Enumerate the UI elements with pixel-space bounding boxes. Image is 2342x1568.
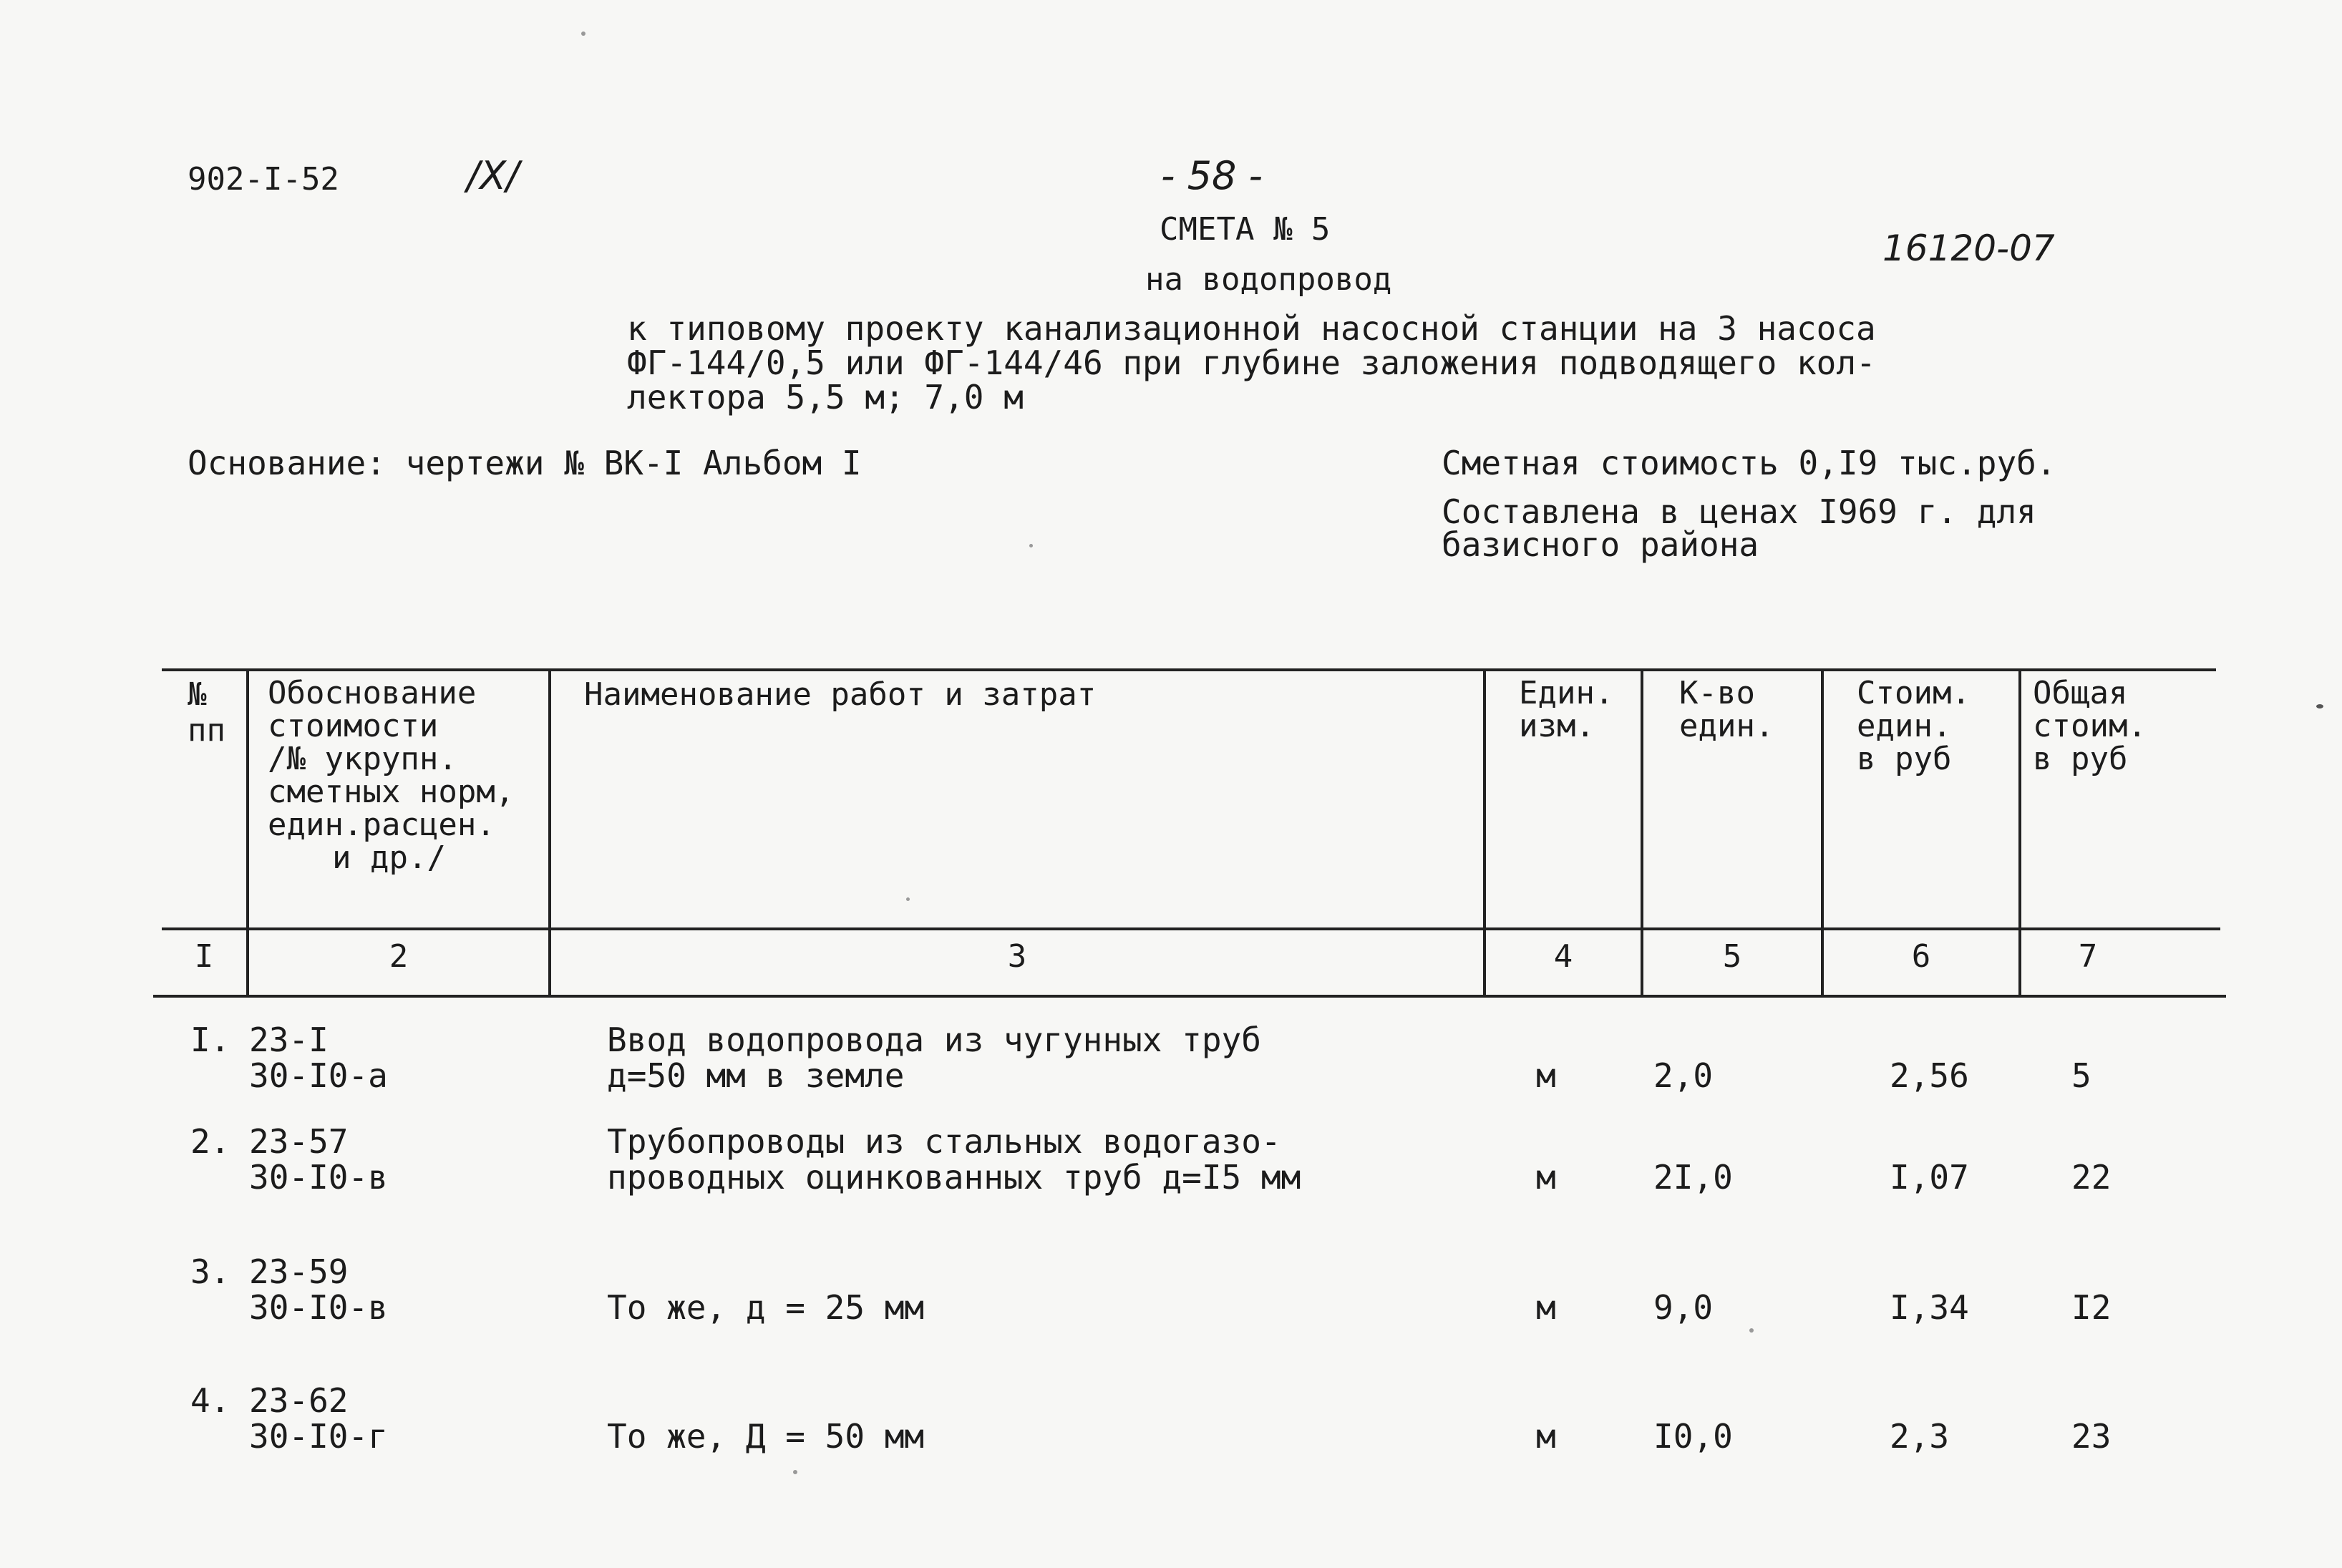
row-basis-line: 23-57 [249, 1122, 349, 1161]
row-basis-line: 30-I0-в [249, 1288, 388, 1327]
header-col-7-line: в руб [2033, 741, 2128, 777]
scan-speck [793, 1470, 797, 1474]
header-col-1 [188, 677, 225, 749]
row-total: 22 [2071, 1158, 2112, 1197]
header-col-5-line: К-во [1679, 675, 1755, 711]
row-total: 23 [2071, 1417, 2112, 1456]
row-basis [249, 1383, 388, 1454]
header-col-6-line: един. [1857, 708, 1952, 744]
header-col-6-line: Стоим. [1857, 675, 1971, 711]
header-col-7 [2033, 677, 2147, 776]
column-number: I [194, 938, 214, 975]
scan-speck [2316, 704, 2323, 708]
header-col-6-line: в руб [1857, 741, 1952, 777]
row-basis-line: 30-I0-в [249, 1158, 388, 1197]
row-name-line: проводных оцинкованных труб д=I5 мм [607, 1158, 1301, 1197]
scan-speck [1749, 1328, 1754, 1333]
row-number: 2. [190, 1122, 230, 1161]
header-col-4 [1519, 677, 1613, 743]
row-quantity: 9,0 [1653, 1288, 1714, 1327]
row-name [607, 1124, 1301, 1195]
description-line-1: к типовому проекту канализационной насосной станции на 3 насоса [627, 309, 1876, 348]
row-basis-line: 23-I [249, 1021, 329, 1059]
row-quantity: 2,0 [1653, 1056, 1714, 1095]
header-col-1-line: № [188, 676, 207, 713]
description-line-3: лектора 5,5 м; 7,0 м [627, 378, 1024, 417]
header-col-2-line: един.расцен. [268, 807, 495, 843]
numbers-bottom-border [153, 995, 2226, 998]
page-subtitle: на водопровод [1145, 261, 1392, 298]
row-name-line: д=50 мм в земле [607, 1056, 905, 1095]
header-col-6 [1857, 677, 1971, 776]
row-name-line: То же, Д = 50 мм [607, 1417, 925, 1456]
prices-note-line-2: базисного района [1442, 525, 1759, 564]
volume-mark: /X/ [467, 153, 520, 198]
scan-speck [906, 897, 910, 901]
column-number: 4 [1553, 938, 1573, 975]
header-col-2-line: Обоснование [268, 675, 477, 711]
header-col-2-line: стоимости [268, 708, 439, 744]
header-bottom-border [162, 927, 2220, 930]
project-code: 902-I-52 [188, 161, 339, 198]
row-basis [249, 1254, 388, 1325]
scan-speck [581, 31, 586, 36]
row-total: I2 [2071, 1288, 2112, 1327]
row-number: 4. [190, 1381, 230, 1420]
row-basis [249, 1124, 388, 1195]
row-unit: м [1536, 1056, 1556, 1095]
header-col-5 [1679, 677, 1774, 743]
row-basis-line: 30-I0-г [249, 1417, 388, 1456]
header-col-2-line: сметных норм, [268, 774, 515, 810]
basis-note: Основание: чертежи № ВК-I Альбом I [188, 444, 862, 482]
header-col-3 [584, 677, 1096, 713]
row-unit-price: I,07 [1890, 1158, 1969, 1197]
row-name [607, 1022, 1261, 1094]
row-unit: м [1536, 1158, 1556, 1197]
scan-speck [1029, 544, 1033, 547]
row-basis-line: 23-59 [249, 1252, 349, 1291]
header-col-4-line: изм. [1519, 708, 1595, 744]
row-unit: м [1536, 1288, 1556, 1327]
page-number: - 58 - [1161, 153, 1263, 198]
row-basis-line: 23-62 [249, 1381, 349, 1420]
header-col-4-line: Един. [1519, 675, 1614, 711]
column-number: 6 [1911, 938, 1931, 975]
row-quantity: 2I,0 [1653, 1158, 1733, 1197]
row-basis-line: 30-I0-а [249, 1056, 388, 1095]
row-quantity: I0,0 [1653, 1417, 1733, 1456]
row-name [607, 1290, 924, 1325]
header-col-5-line: един. [1679, 708, 1774, 744]
row-basis [249, 1022, 388, 1094]
row-name-line: Трубопроводы из стальных водогазо- [607, 1122, 1281, 1161]
header-col-1-line: пп [188, 712, 225, 749]
row-unit-price: I,34 [1890, 1288, 1969, 1327]
description-line-2: ФГ-144/0,5 или ФГ-144/46 при глубине заложения подводящего кол- [627, 344, 1876, 382]
header-col-7-line: Общая [2033, 675, 2128, 711]
column-number: 2 [389, 938, 409, 975]
row-unit: м [1536, 1417, 1556, 1456]
column-number: 7 [2078, 938, 2098, 975]
header-col-3-line: Наименование работ и затрат [584, 676, 1097, 713]
header-col-2-line: и др./ [332, 839, 446, 876]
prices-note-line-1: Составлена в ценах I969 г. для [1442, 492, 2036, 531]
row-number: 3. [190, 1252, 230, 1291]
header-col-2-line: /№ укрупн. [268, 741, 457, 777]
column-number: 3 [1007, 938, 1027, 975]
row-unit-price: 2,56 [1890, 1056, 1969, 1095]
page-title: СМЕТА № 5 [1160, 211, 1331, 248]
row-name-line: То же, д = 25 мм [607, 1288, 925, 1327]
table-top-border [162, 668, 2216, 671]
column-number: 5 [1722, 938, 1742, 975]
row-name-line: Ввод водопровода из чугунных труб [607, 1021, 1261, 1059]
header-col-2 [268, 677, 514, 875]
estimated-cost: Сметная стоимость 0,I9 тыс.руб. [1442, 444, 2056, 482]
row-name [607, 1418, 924, 1454]
doc-code: 16120-07 [1882, 228, 2055, 269]
row-unit-price: 2,3 [1890, 1417, 1950, 1456]
row-total: 5 [2071, 1056, 2091, 1095]
header-col-7-line: стоим. [2033, 708, 2147, 744]
row-number: I. [190, 1021, 230, 1059]
